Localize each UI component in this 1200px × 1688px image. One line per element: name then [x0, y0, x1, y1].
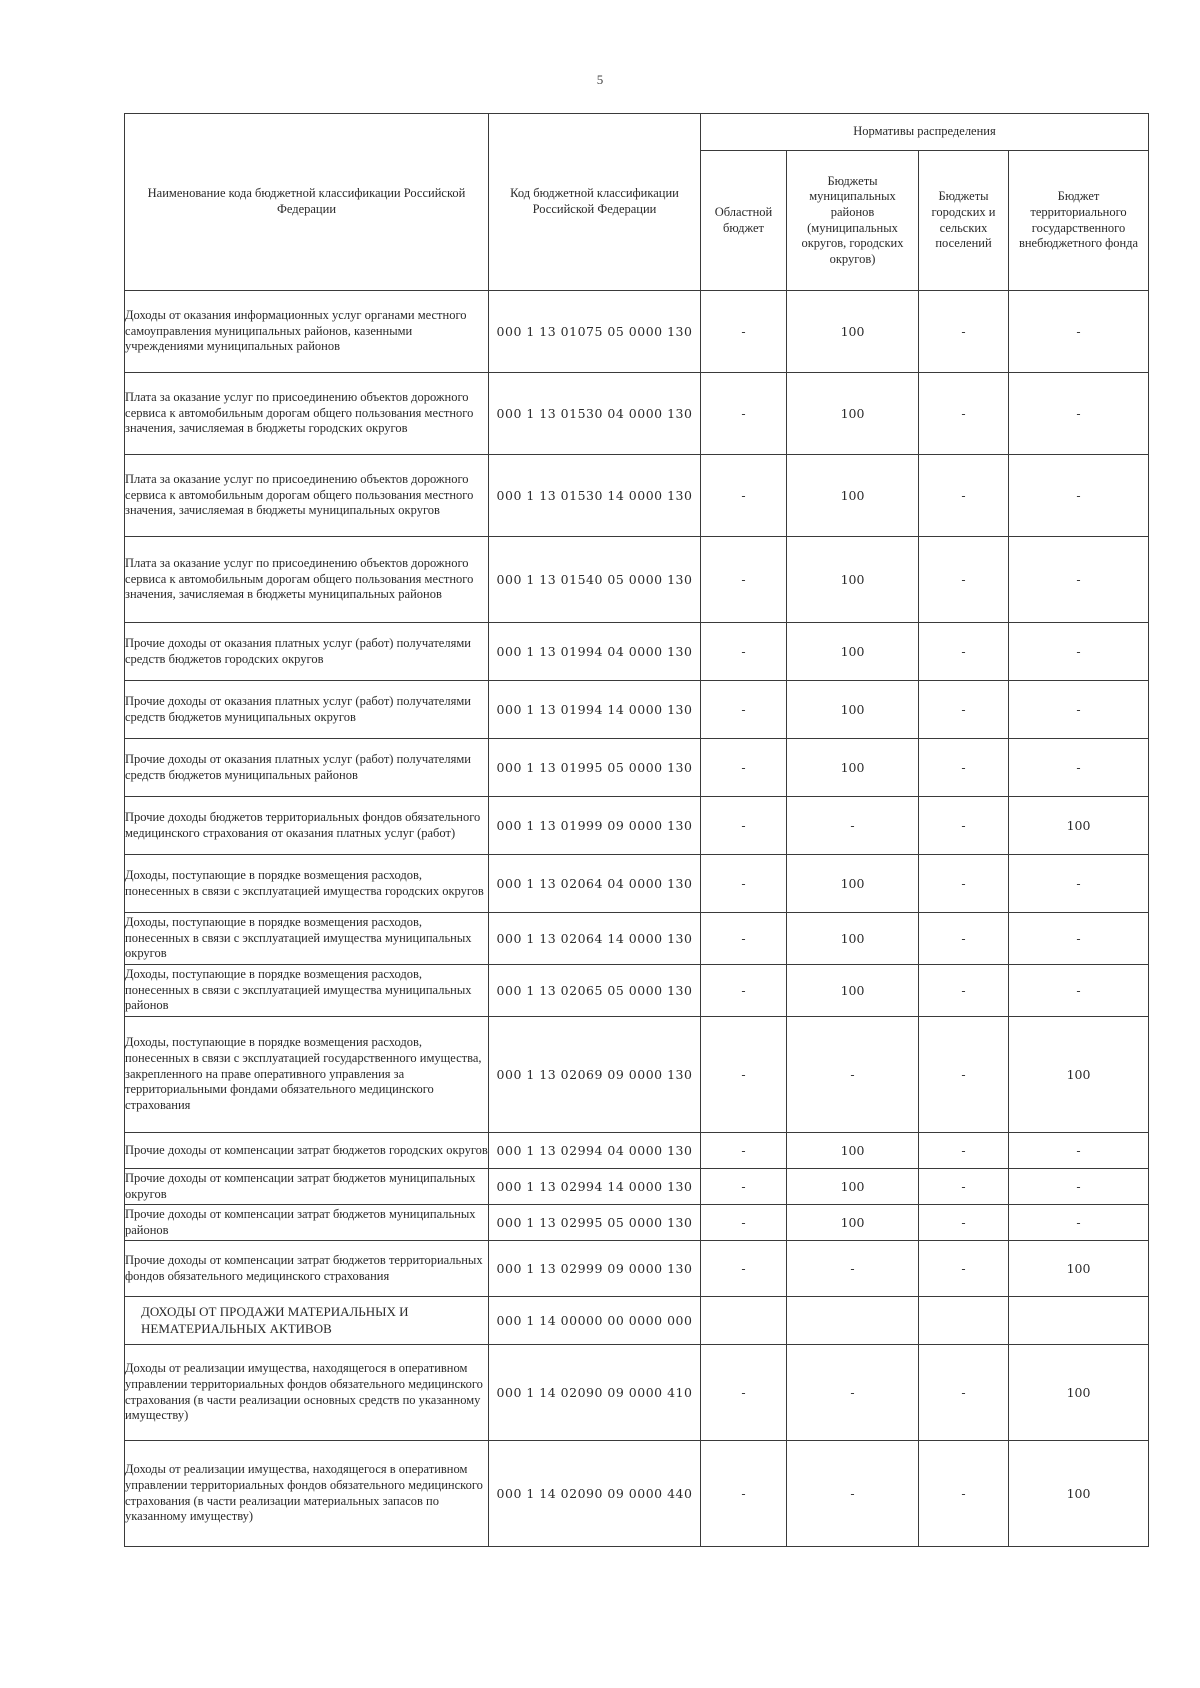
row-fund: 100: [1009, 797, 1149, 855]
table-row: [125, 681, 1149, 739]
row-municipal: 100: [787, 913, 919, 965]
row-city: -: [919, 1241, 1009, 1297]
row-city: -: [919, 965, 1009, 1017]
row-municipal: 100: [787, 855, 919, 913]
row-code: 000 1 13 02064 04 0000 130: [489, 855, 701, 913]
table-row: [125, 855, 1149, 913]
row-city: -: [919, 537, 1009, 623]
row-code: 000 1 13 02069 09 0000 130: [489, 1017, 701, 1133]
row-name: Доходы, поступающие в порядке возмещения расходов, понесенных в связи с эксплуатацией имущества городских округов: [125, 855, 489, 913]
row-regional: -: [701, 373, 787, 455]
table-row: [125, 965, 1149, 1017]
row-city: -: [919, 1017, 1009, 1133]
row-city: -: [919, 739, 1009, 797]
row-fund: [1009, 1297, 1149, 1345]
header-norms: Нормативы распределения: [701, 114, 1149, 151]
row-city: -: [919, 623, 1009, 681]
table-row: [125, 1017, 1149, 1133]
row-code: 000 1 13 01075 05 0000 130: [489, 291, 701, 373]
row-code: 000 1 14 02090 09 0000 410: [489, 1345, 701, 1441]
row-fund: 100: [1009, 1241, 1149, 1297]
row-municipal: 100: [787, 623, 919, 681]
row-fund: 100: [1009, 1017, 1149, 1133]
row-code: 000 1 13 01530 14 0000 130: [489, 455, 701, 537]
row-name: Доходы от реализации имущества, находящегося в оперативном управлении территориальных фондов обязательного медицинского страхования (в части реализации материальных запасов по указанному имуществу): [125, 1441, 489, 1547]
row-code: 000 1 13 02999 09 0000 130: [489, 1241, 701, 1297]
row-municipal: 100: [787, 373, 919, 455]
row-code: 000 1 13 01994 04 0000 130: [489, 623, 701, 681]
row-regional: -: [701, 913, 787, 965]
row-code: 000 1 13 02994 04 0000 130: [489, 1133, 701, 1169]
row-city: [919, 1297, 1009, 1345]
row-code: 000 1 13 01530 04 0000 130: [489, 373, 701, 455]
table-row: [125, 623, 1149, 681]
row-municipal: 100: [787, 455, 919, 537]
row-name: Прочие доходы от оказания платных услуг (работ) получателями средств бюджетов городских округов: [125, 623, 489, 681]
row-regional: -: [701, 797, 787, 855]
row-regional: [701, 1297, 787, 1345]
header-fund: Бюджет территориального государственного внебюджетного фонда: [1009, 151, 1149, 291]
row-municipal: -: [787, 1345, 919, 1441]
row-regional: -: [701, 537, 787, 623]
row-city: -: [919, 797, 1009, 855]
row-code: 000 1 13 01994 14 0000 130: [489, 681, 701, 739]
row-name: Плата за оказание услуг по присоединению объектов дорожного сервиса к автомобильным дорогам общего пользования местного значения, зачисляемая в бюджеты городских округов: [125, 373, 489, 455]
row-municipal: 100: [787, 739, 919, 797]
row-name: Плата за оказание услуг по присоединению объектов дорожного сервиса к автомобильным дорогам общего пользования местного значения, зачисляемая в бюджеты муниципальных округов: [125, 455, 489, 537]
row-name: Плата за оказание услуг по присоединению объектов дорожного сервиса к автомобильным дорогам общего пользования местного значения, зачисляемая в бюджеты муниципальных районов: [125, 537, 489, 623]
row-municipal: [787, 1297, 919, 1345]
row-regional: -: [701, 681, 787, 739]
row-code: 000 1 13 01995 05 0000 130: [489, 739, 701, 797]
row-name: Доходы от оказания информационных услуг органами местного самоуправления муниципальных районов, казенными учреждениями муниципальных районов: [125, 291, 489, 373]
row-city: -: [919, 291, 1009, 373]
row-municipal: -: [787, 797, 919, 855]
table-body: [125, 291, 1149, 1547]
row-municipal: 100: [787, 1133, 919, 1169]
row-regional: -: [701, 1441, 787, 1547]
row-code: 000 1 14 02090 09 0000 440: [489, 1441, 701, 1547]
row-regional: -: [701, 1017, 787, 1133]
row-city: -: [919, 1441, 1009, 1547]
table-row: [125, 291, 1149, 373]
row-fund: -: [1009, 1169, 1149, 1205]
row-code: 000 1 13 01999 09 0000 130: [489, 797, 701, 855]
row-name: Доходы, поступающие в порядке возмещения расходов, понесенных в связи с эксплуатацией имущества муниципальных районов: [125, 965, 489, 1017]
row-regional: -: [701, 1241, 787, 1297]
header-code: Код бюджетной классификации Российской Федерации: [489, 114, 701, 291]
header-city: Бюджеты городских и сельских поселений: [919, 151, 1009, 291]
row-regional: -: [701, 1205, 787, 1241]
row-city: -: [919, 1169, 1009, 1205]
row-regional: -: [701, 855, 787, 913]
row-code: 000 1 13 02064 14 0000 130: [489, 913, 701, 965]
row-regional: -: [701, 291, 787, 373]
row-fund: -: [1009, 537, 1149, 623]
row-municipal: -: [787, 1017, 919, 1133]
table-row: [125, 1169, 1149, 1205]
row-name: Прочие доходы от компенсации затрат бюджетов городских округов: [125, 1133, 489, 1169]
budget-classification-table: [124, 113, 1149, 1547]
row-municipal: 100: [787, 1205, 919, 1241]
row-code: 000 1 13 02065 05 0000 130: [489, 965, 701, 1017]
row-name: Прочие доходы бюджетов территориальных фондов обязательного медицинского страхования от оказания платных услуг (работ): [125, 797, 489, 855]
row-municipal: -: [787, 1241, 919, 1297]
header-name: Наименование кода бюджетной классификации Российской Федерации: [125, 114, 489, 291]
row-fund: -: [1009, 913, 1149, 965]
table-row: [125, 373, 1149, 455]
row-regional: -: [701, 623, 787, 681]
row-fund: -: [1009, 855, 1149, 913]
row-city: -: [919, 1133, 1009, 1169]
row-name: Прочие доходы от компенсации затрат бюджетов территориальных фондов обязательного медицинского страхования: [125, 1241, 489, 1297]
row-city: -: [919, 455, 1009, 537]
row-regional: -: [701, 1169, 787, 1205]
row-municipal: 100: [787, 1169, 919, 1205]
row-regional: -: [701, 455, 787, 537]
row-name: Доходы от реализации имущества, находящегося в оперативном управлении территориальных фондов обязательного медицинского страхования (в части реализации основных средств по указанному имуществу): [125, 1345, 489, 1441]
table-row: [125, 1205, 1149, 1241]
row-fund: -: [1009, 681, 1149, 739]
table-row: [125, 913, 1149, 965]
row-name: Доходы, поступающие в порядке возмещения расходов, понесенных в связи с эксплуатацией государственного имущества, закрепленного на праве оперативного управления за территориальными фондами обязательного медицинского страхования: [125, 1017, 489, 1133]
row-municipal: 100: [787, 681, 919, 739]
row-city: -: [919, 373, 1009, 455]
header-municipal: Бюджеты муниципальных районов (муниципальных округов, городских округов): [787, 151, 919, 291]
table-row: [125, 1241, 1149, 1297]
row-city: -: [919, 1205, 1009, 1241]
page-number: 5: [596, 72, 604, 87]
row-municipal: 100: [787, 291, 919, 373]
row-name: Прочие доходы от оказания платных услуг (работ) получателями средств бюджетов муниципальных районов: [125, 739, 489, 797]
row-regional: -: [701, 965, 787, 1017]
row-city: -: [919, 1345, 1009, 1441]
table-row: [125, 1345, 1149, 1441]
row-name: Прочие доходы от оказания платных услуг (работ) получателями средств бюджетов муниципальных округов: [125, 681, 489, 739]
row-fund: 100: [1009, 1441, 1149, 1547]
row-code: 000 1 13 02994 14 0000 130: [489, 1169, 701, 1205]
row-fund: -: [1009, 623, 1149, 681]
row-fund: -: [1009, 1133, 1149, 1169]
table-row: [125, 1297, 1149, 1345]
row-regional: -: [701, 739, 787, 797]
row-municipal: 100: [787, 537, 919, 623]
row-fund: 100: [1009, 1345, 1149, 1441]
row-fund: -: [1009, 739, 1149, 797]
table-row: [125, 1133, 1149, 1169]
row-name: Доходы, поступающие в порядке возмещения расходов, понесенных в связи с эксплуатацией имущества муниципальных округов: [125, 913, 489, 965]
row-code: 000 1 13 02995 05 0000 130: [489, 1205, 701, 1241]
row-fund: -: [1009, 1205, 1149, 1241]
row-city: -: [919, 913, 1009, 965]
row-regional: -: [701, 1133, 787, 1169]
table-row: [125, 537, 1149, 623]
row-name: ДОХОДЫ ОТ ПРОДАЖИ МАТЕРИАЛЬНЫХ И НЕМАТЕРИАЛЬНЫХ АКТИВОВ: [125, 1297, 489, 1345]
row-city: -: [919, 855, 1009, 913]
row-municipal: -: [787, 1441, 919, 1547]
row-code: 000 1 13 01540 05 0000 130: [489, 537, 701, 623]
row-city: -: [919, 681, 1009, 739]
table-row: [125, 797, 1149, 855]
row-fund: -: [1009, 965, 1149, 1017]
row-code: 000 1 14 00000 00 0000 000: [489, 1297, 701, 1345]
table-row: [125, 739, 1149, 797]
header-regional: Областной бюджет: [701, 151, 787, 291]
row-fund: -: [1009, 373, 1149, 455]
row-fund: -: [1009, 291, 1149, 373]
row-regional: -: [701, 1345, 787, 1441]
table-row: [125, 455, 1149, 537]
row-municipal: 100: [787, 965, 919, 1017]
row-name: Прочие доходы от компенсации затрат бюджетов муниципальных округов: [125, 1169, 489, 1205]
row-fund: -: [1009, 455, 1149, 537]
table-row: [125, 1441, 1149, 1547]
row-name: Прочие доходы от компенсации затрат бюджетов муниципальных районов: [125, 1205, 489, 1241]
